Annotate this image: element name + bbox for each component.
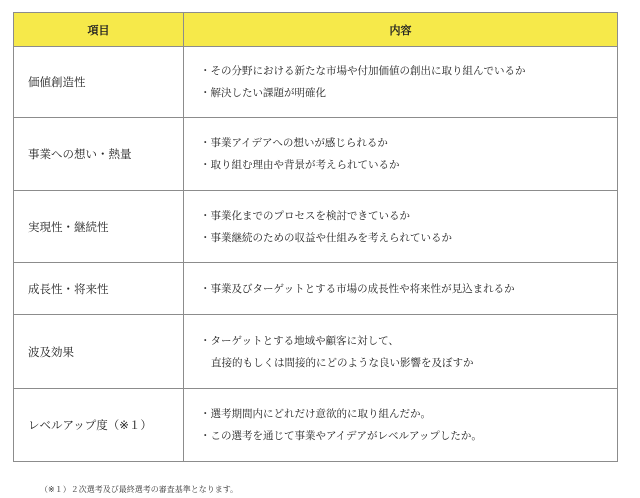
row-item-label: 成長性・将来性 xyxy=(14,263,184,315)
row-content xyxy=(184,263,618,315)
row-item-label: 価値創造性 xyxy=(14,47,184,118)
header-item: 項目 xyxy=(14,13,184,47)
evaluation-criteria-table xyxy=(13,12,618,462)
content-line: 直接的もしくは間接的にどのような良い影響を及ぼすか xyxy=(211,356,474,369)
row-content xyxy=(184,315,618,389)
row-item-label: 波及効果 xyxy=(14,315,184,389)
content-line: ・この選考を通じて事業やアイデアがレベルアップしたか。 xyxy=(200,430,482,442)
table-header-row xyxy=(14,13,618,47)
footnote: （※１）２次選考及び最終選考の審査基準となります。 xyxy=(40,485,239,494)
row-item-label: 実現性・継続性 xyxy=(14,191,184,263)
row-content xyxy=(184,191,618,263)
content-line: ・事業及びターゲットとする市場の成長性や将来性が見込まれるか xyxy=(200,282,515,295)
content-line: ・選考期間内にどれだけ意欲的に取り組んだか。 xyxy=(200,408,431,420)
content-line: ・解決したい課題が明確化 xyxy=(200,87,326,99)
content-line: ・事業化までのプロセスを検討できているか xyxy=(200,209,410,222)
table-row xyxy=(14,191,618,263)
table-row xyxy=(14,315,618,389)
row-content xyxy=(184,47,618,118)
table-row xyxy=(14,389,618,462)
header-content: 内容 xyxy=(184,13,618,47)
content-line: ・事業アイデアへの想いが感じられるか xyxy=(200,137,388,149)
row-content xyxy=(184,389,618,462)
table-row xyxy=(14,263,618,315)
content-line: ・取り組む理由や背景が考えられているか xyxy=(200,159,400,171)
content-line: ・その分野における新たな市場や付加価値の創出に取り組んでいるか xyxy=(200,65,526,77)
content-line: ・事業継続のための収益や仕組みを考えられているか xyxy=(200,231,452,244)
row-item-label: 事業への想い・熱量 xyxy=(14,118,184,191)
table-row xyxy=(14,118,618,191)
table-row xyxy=(14,47,618,118)
row-item-label: レベルアップ度（※１） xyxy=(14,389,184,462)
row-content xyxy=(184,118,618,191)
content-line: ・ターゲットとする地域や顧客に対して、 xyxy=(200,334,399,347)
